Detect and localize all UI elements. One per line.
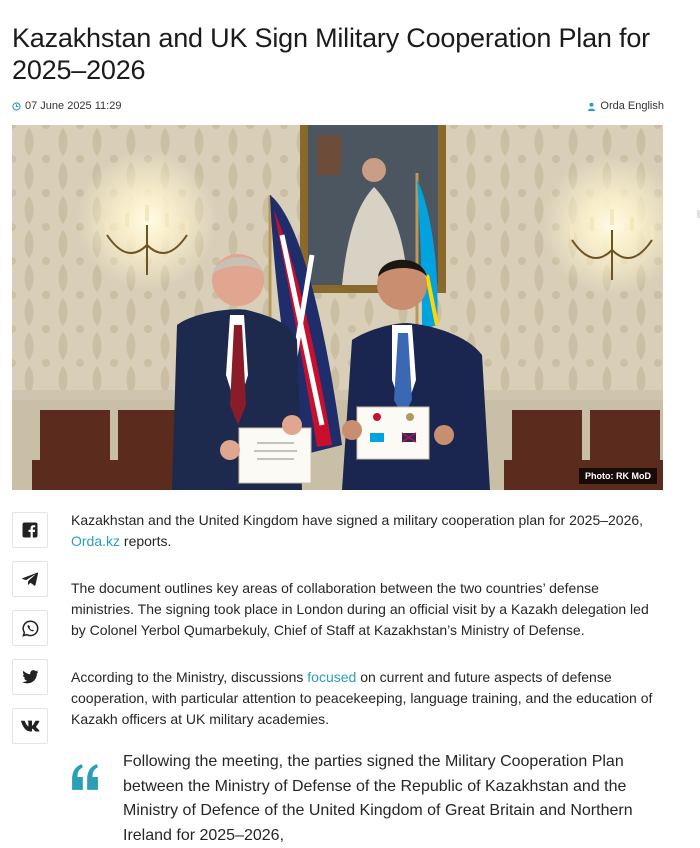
whatsapp-share-button[interactable]: [12, 610, 48, 646]
author-name: Orda English: [600, 100, 664, 112]
vk-share-button[interactable]: [12, 708, 48, 744]
telegram-icon: [22, 572, 38, 586]
vk-icon: [21, 720, 40, 732]
article-body: [71, 510, 661, 756]
orda-link[interactable]: Orda.kz: [71, 533, 121, 549]
paragraph-1-tail: reports.: [120, 533, 172, 549]
focused-link[interactable]: focused: [307, 669, 357, 685]
facebook-share-button[interactable]: [12, 512, 48, 548]
facebook-icon: [22, 522, 38, 538]
article-author[interactable]: [587, 100, 664, 112]
quote-mark-icon: [71, 762, 99, 792]
photo-illustration: [12, 125, 663, 490]
paragraph-3-tail: on current and future aspects of defense cooperation, with particular attention to peacekeeping, language training, and the education of Kazakh officers at UK military academies.: [71, 669, 653, 727]
share-bar: [12, 512, 48, 757]
paragraph-3-text: According to the Ministry, discussions: [71, 669, 308, 685]
telegram-share-button[interactable]: [12, 561, 48, 597]
article-title: Kazakhstan and UK Sign Military Cooperation Plan for 2025–2026: [12, 23, 650, 85]
article-date: [12, 100, 121, 112]
article-photo: [12, 125, 663, 490]
photo-credit: Photo: RK MoD: [579, 468, 657, 484]
clock-icon: [12, 102, 21, 111]
quote-text: Following the meeting, the parties signed the Military Cooperation Plan between the Ministry of Defense of the Republic of Kazakhstan and the Ministry of Defence of the United Kingdom of Great Britain and Northern Ireland for 2025–2026,: [123, 753, 633, 844]
whatsapp-icon: [22, 620, 39, 637]
paragraph-3: [71, 667, 661, 730]
paragraph-2: The document outlines key areas of collaboration between the two countries’ defense ministries. The signing took place in London during an official visit by a Kazakh delegation led by Colonel Yerbol Qumarbekuly, Chief of Staff at Kazakhstan’s Ministry of Defense.: [71, 580, 649, 638]
twitter-share-button[interactable]: [12, 659, 48, 695]
article-meta: [12, 100, 664, 114]
twitter-icon: [22, 670, 39, 684]
paragraph-1: [71, 510, 661, 552]
paragraph-1-text: Kazakhstan and the United Kingdom have signed a military cooperation plan for 2025–2026,: [71, 512, 644, 528]
user-icon: [587, 102, 596, 111]
date-text: 07 June 2025 11:29: [25, 100, 122, 112]
